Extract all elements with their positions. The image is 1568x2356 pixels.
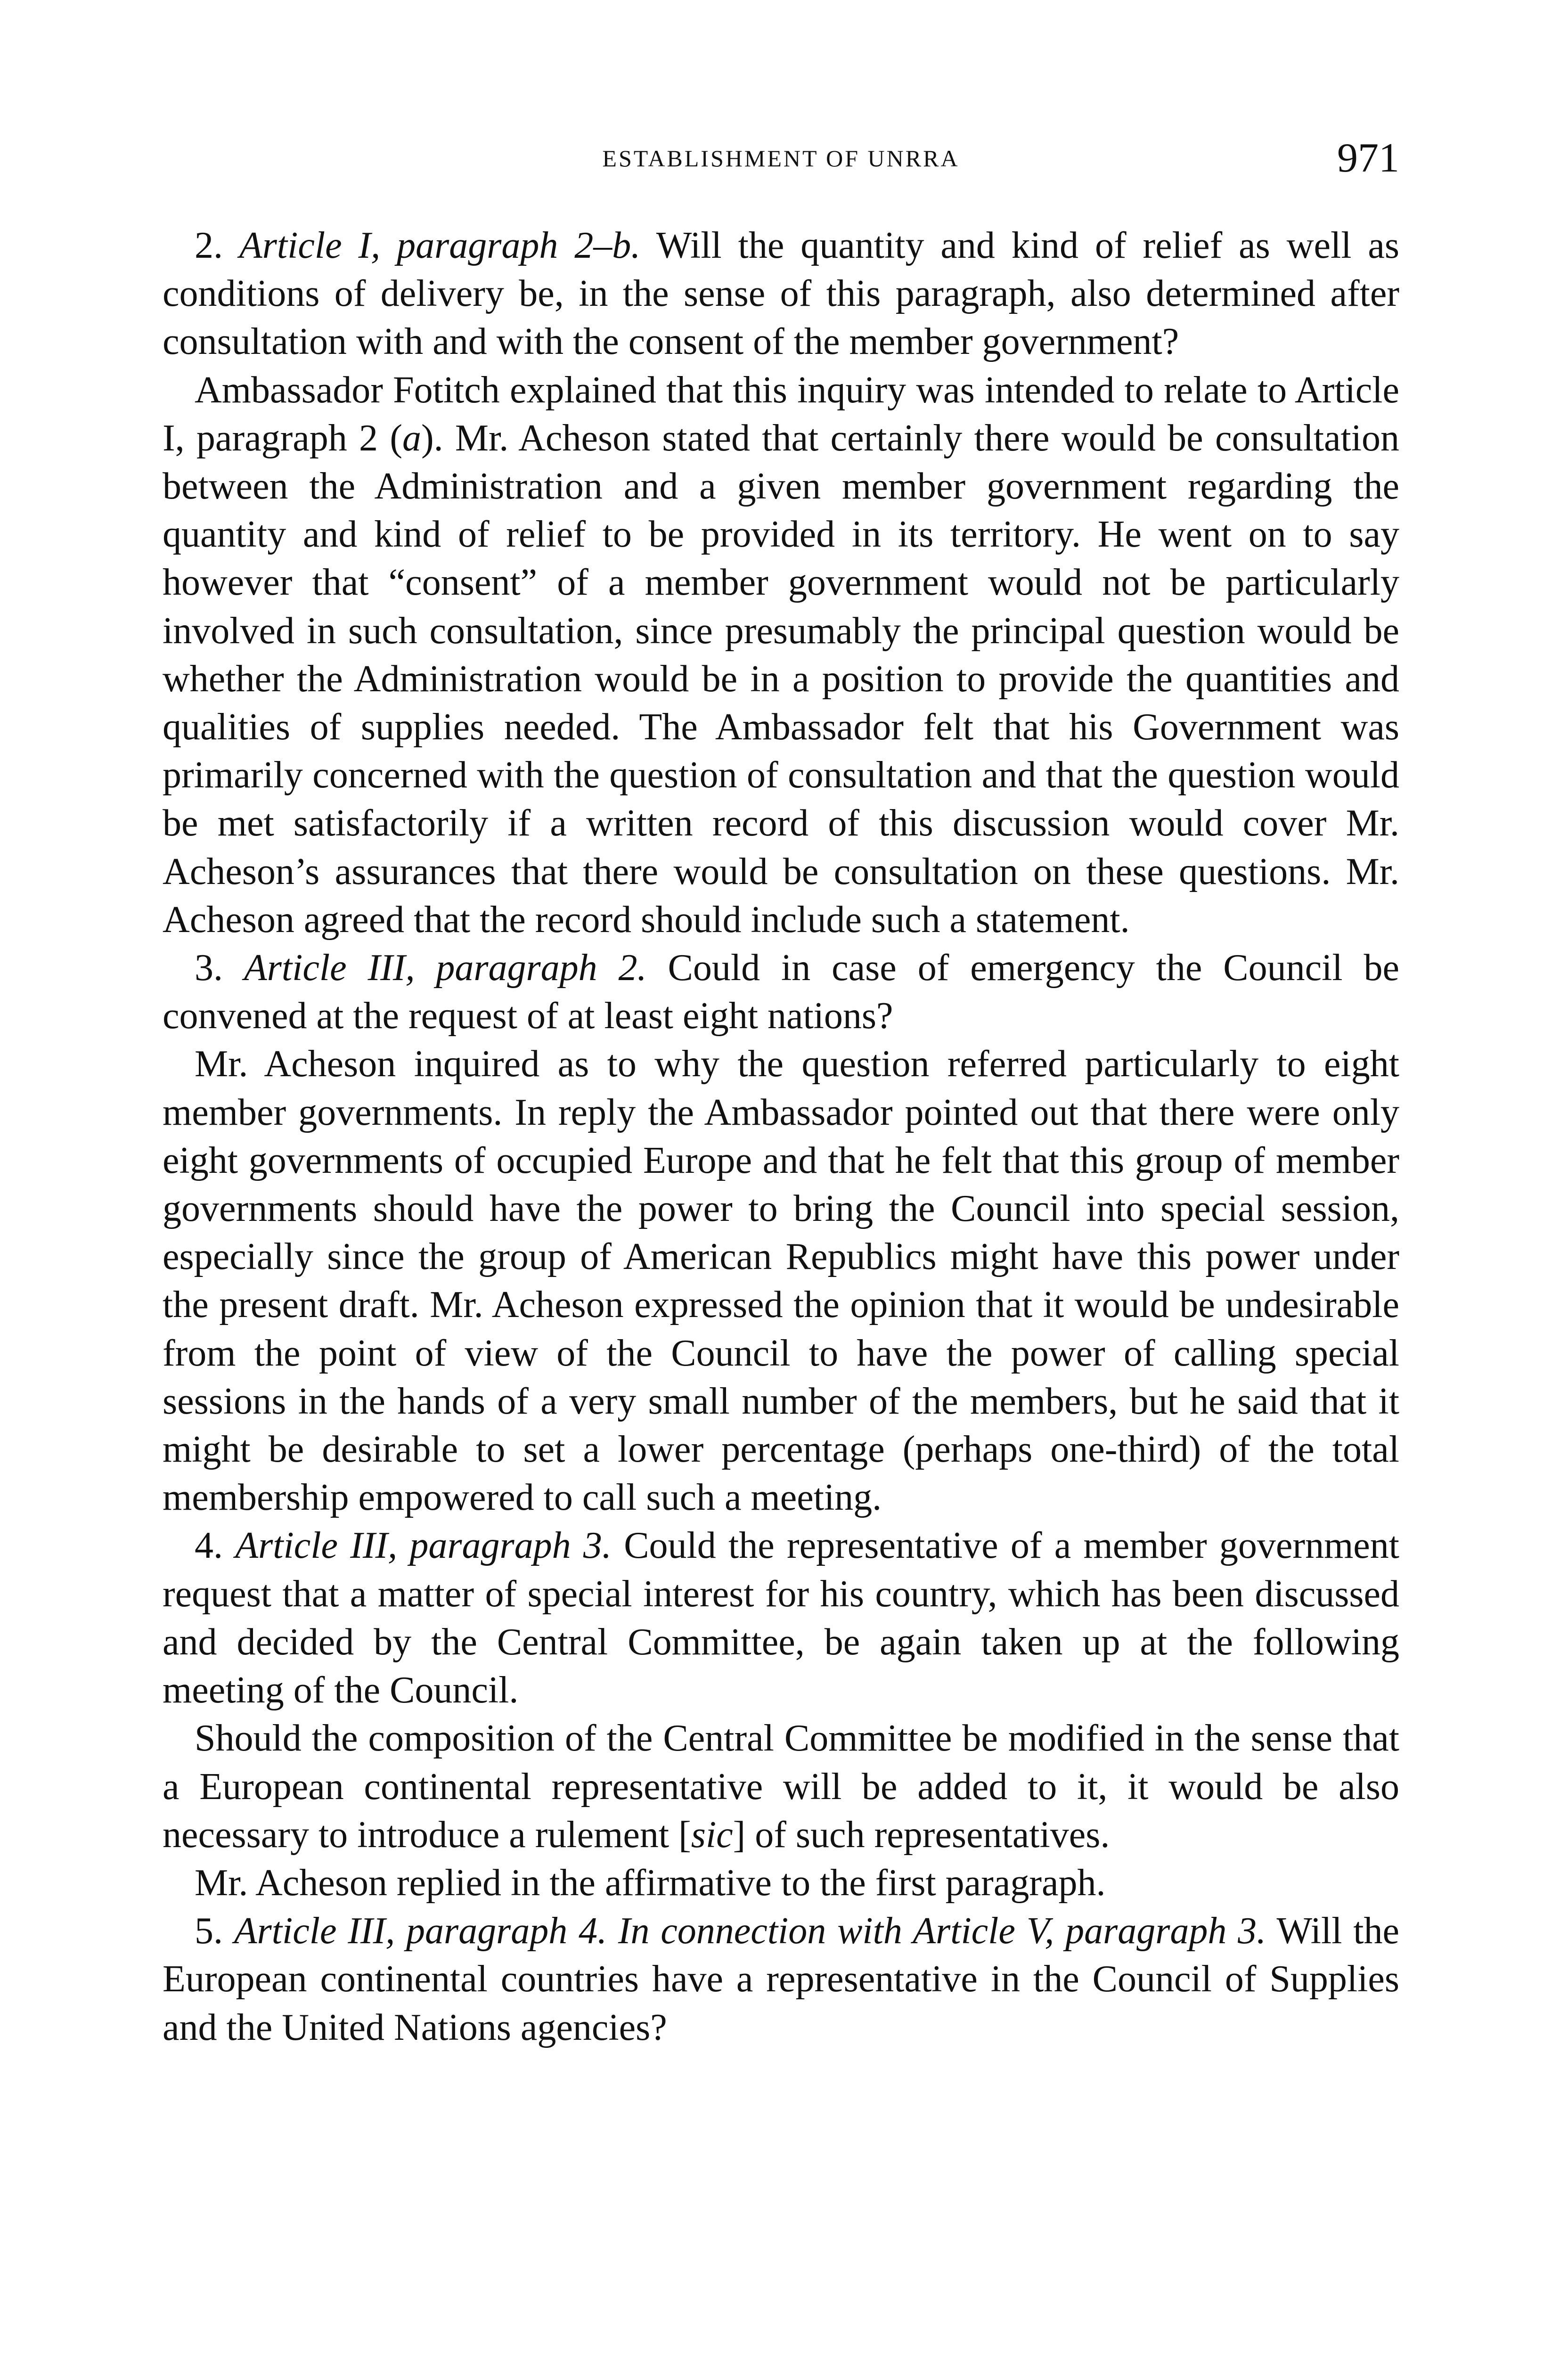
article-reference: Article III, paragraph 2. (244, 947, 647, 989)
body-text (163, 221, 1399, 2052)
paragraph-text: Should the composition of the Central Committee be modified in the sense that a European continental representative will be added to it, it would be also necessary to introduce a rulement [ (163, 1718, 1399, 1856)
running-head: ESTABLISHMENT OF UNRRA (602, 145, 960, 172)
italic-text: sic (691, 1814, 733, 1856)
paragraph-text: Could in case of emergency the Council be convened at the request of at least eight nations? (163, 947, 1400, 1037)
item-number: 3. (195, 947, 223, 989)
page-number: 971 (1337, 135, 1399, 181)
paragraph-response-2 (163, 366, 1399, 944)
page-header (163, 134, 1399, 191)
paragraph-question-3 (163, 944, 1399, 1040)
paragraph-text: Could the representative of a member government request that a matter of special interest for his country, which has been discussed and decided by the Central Committee, be again taken up at the following meeting of the Council. (163, 1525, 1400, 1711)
item-number: 2. (195, 225, 223, 266)
article-reference: Article III, paragraph 4. In connection with Article V, paragraph 3. (234, 1910, 1266, 1952)
paragraph-question-4 (163, 1522, 1399, 1714)
item-number: 4. (195, 1525, 223, 1567)
paragraph-question-5 (163, 1907, 1399, 2052)
paragraph-text: Ambassador Fotitch explained that this inquiry was intended to relate to Article I, paragraph 2 ( (163, 369, 1399, 459)
paragraph-text: Mr. Acheson inquired as to why the question referred particularly to eight member governments. In reply the Ambassador pointed out that there were only eight governments of occupied Europe and that he felt that this group of member governments should have the power to bring the Council into special session, especially since the group of American Republics might have this power under the present draft. Mr. Acheson expressed the opinion that it would be undesirable from the point of view of the Council to have the power of calling special sessions in the hands of a very small number of the members, but he said that it might be desirable to set a lower percentage (perhaps one-third) of the total membership empowered to call such a meeting. (163, 1043, 1399, 1519)
paragraph-response-3 (163, 1040, 1399, 1522)
paragraph-question-4-continued (163, 1714, 1399, 1859)
article-reference: Article III, paragraph 3. (235, 1525, 612, 1567)
paragraph-text: Mr. Acheson replied in the affirmative to the first paragraph. (195, 1862, 1106, 1904)
paragraph-text: Will the European continental countries have a representative in the Council of Supplies and the United Nations agencies? (163, 1910, 1399, 2048)
paragraph-response-4 (163, 1859, 1399, 1907)
article-reference: Article I, paragraph 2–b. (239, 225, 641, 266)
paragraph-text: ] of such representatives. (733, 1814, 1110, 1856)
italic-text: a (402, 417, 421, 459)
item-number: 5. (195, 1910, 223, 1952)
paragraph-question-2 (163, 221, 1399, 366)
paragraph-text: Will the quantity and kind of relief as well as conditions of delivery be, in the sense of this paragraph, also determined after consultation with and with the consent of the member government? (163, 225, 1399, 363)
paragraph-text: ). Mr. Acheson stated that certainly there would be consultation between the Administration and a given member government regarding the quantity and kind of relief to be provided in its territory. He went on to say however that “consent” of a member government would not be particularly involved in such consultation, since presumably the principal question would be whether the Administration would be in a position to provide the quantities and qualities of supplies needed. The Ambassador felt that his Government was primarily concerned with the question of consultation and that the question would be met satisfactorily if a written record of this discussion would cover Mr. Acheson’s assurances that there would be consultation on these questions. Mr. Acheson agreed that the record should include such a statement. (163, 417, 1400, 941)
